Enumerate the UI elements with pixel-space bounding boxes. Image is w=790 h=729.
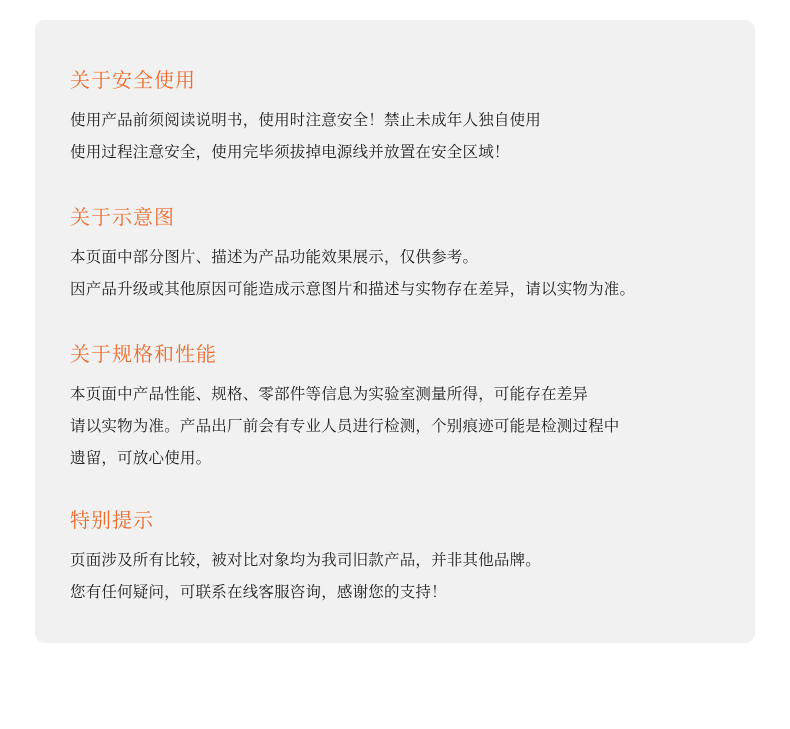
section-title: 关于示意图 xyxy=(70,205,175,229)
body-line: 使用产品前须阅读说明书，使用时注意安全！禁止未成年人独自使用 xyxy=(70,111,542,129)
section-body xyxy=(70,104,750,168)
section-title: 关于安全使用 xyxy=(70,68,196,92)
body-line: 使用过程注意安全，使用完毕须拔掉电源线并放置在安全区域！ xyxy=(70,143,510,161)
body-line: 本页面中产品性能、规格、零部件等信息为实验室测量所得，可能存在差异 xyxy=(70,385,589,403)
section-body xyxy=(70,544,750,608)
section-body xyxy=(70,378,750,474)
notice-card xyxy=(35,20,755,643)
section-specs xyxy=(70,340,750,474)
section-special-notice xyxy=(70,506,750,608)
body-line: 页面涉及所有比较，被对比对象均为我司旧款产品，并非其他品牌。 xyxy=(70,551,542,569)
body-line: 请以实物为准。产品出厂前会有专业人员进行检测，个别痕迹可能是检测过程中 xyxy=(70,417,620,435)
body-line: 您有任何疑问，可联系在线客服咨询，感谢您的支持！ xyxy=(70,583,447,601)
body-line: 本页面中部分图片、描述为产品功能效果展示，仅供参考。 xyxy=(70,248,479,266)
section-safety xyxy=(70,66,750,168)
section-title: 关于规格和性能 xyxy=(70,342,217,366)
section-body xyxy=(70,241,750,305)
body-line: 因产品升级或其他原因可能造成示意图片和描述与实物存在差异，请以实物为准。 xyxy=(70,280,636,298)
section-title: 特别提示 xyxy=(70,508,154,532)
section-illustration xyxy=(70,203,750,305)
body-line: 遗留，可放心使用。 xyxy=(70,449,212,467)
